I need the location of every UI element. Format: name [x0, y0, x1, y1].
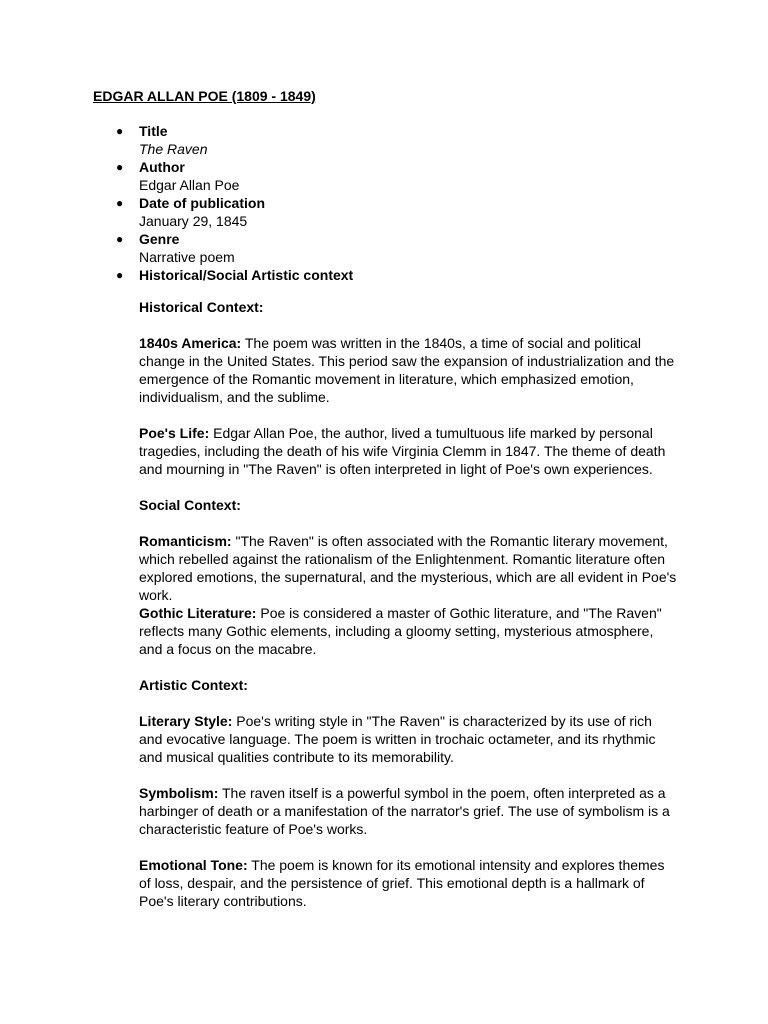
meta-label: Title	[139, 123, 168, 139]
meta-value: Edgar Allan Poe	[139, 177, 240, 193]
meta-item-author	[93, 158, 693, 194]
meta-value: Narrative poem	[139, 249, 235, 265]
paragraph-1840s-america	[139, 334, 679, 406]
paragraph-text: "The Raven" is often associated with the Romantic literary movement, which rebelled against the rationalism of the Enlightenment. Romantic literature often explored emotions, the supernatural, and the mysterious, which are all evident in Poe's work.	[139, 533, 677, 603]
paragraph-text: The poem was written in the 1840s, a time of social and political change in the United States. This period saw the expansion of industrialization and the emergence of the Romantic movement in literature, which emphasized emotion, individualism, and the sublime.	[139, 335, 675, 405]
paragraph-lead: Poe's Life:	[139, 425, 210, 441]
paragraph-lead: Literary Style:	[139, 713, 233, 729]
meta-label: Author	[139, 159, 185, 175]
meta-value: The Raven	[139, 141, 208, 157]
bullet-icon: ●	[116, 268, 124, 282]
meta-label: Date of publication	[139, 195, 265, 211]
paragraph-text: The raven itself is a powerful symbol in the poem, often interpreted as a harbinger of death or a manifestation of the narrator's grief. The use of symbolism is a characteristic feature of Poe's works.	[139, 785, 670, 837]
paragraph-lead: Symbolism:	[139, 785, 219, 801]
paragraph-poes-life	[139, 424, 679, 478]
meta-item-genre	[93, 230, 693, 266]
paragraph-text: The poem is known for its emotional intensity and explores themes of loss, despair, and the persistence of grief. This emotional depth is a hallmark of Poe's literary contributions.	[139, 857, 665, 909]
paragraph-symbolism	[139, 784, 679, 838]
paragraph-literary-style	[139, 712, 679, 766]
paragraph-gothic-literature	[139, 604, 679, 658]
paragraph-lead: Emotional Tone:	[139, 857, 248, 873]
paragraph-text: Edgar Allan Poe, the author, lived a tumultuous life marked by personal tragedies, including the death of his wife Virginia Clemm in 1847. The theme of death and mourning in "The Raven" is often interpreted in light of Poe's own experiences.	[139, 425, 666, 477]
paragraph-text: Poe is considered a master of Gothic literature, and "The Raven" reflects many Gothic elements, including a gloomy setting, mysterious atmosphere, and a focus on the macabre.	[139, 605, 662, 657]
bullet-icon: ●	[116, 232, 124, 246]
paragraph-lead: 1840s America:	[139, 335, 242, 351]
paragraph-romanticism	[139, 532, 679, 604]
bullet-icon: ●	[116, 196, 124, 210]
metadata-list	[93, 122, 693, 284]
meta-value: January 29, 1845	[139, 213, 248, 229]
meta-item-context	[93, 266, 693, 284]
meta-label: Historical/Social Artistic context	[139, 267, 354, 283]
paragraph-emotional-tone	[139, 856, 679, 910]
paragraph-lead: Gothic Literature:	[139, 605, 257, 621]
meta-item-title	[93, 122, 693, 158]
context-body	[139, 298, 679, 910]
document-title: EDGAR ALLAN POE (1809 - 1849)	[93, 88, 316, 104]
paragraph-text: Poe's writing style in "The Raven" is characterized by its use of rich and evocative language. The poem is written in trochaic octameter, and its rhythmic and musical qualities contribute to its memorability.	[139, 713, 656, 765]
bullet-icon: ●	[116, 124, 124, 138]
section-heading-historical: Historical Context:	[139, 299, 264, 315]
meta-item-date	[93, 194, 693, 230]
section-heading-social: Social Context:	[139, 497, 241, 513]
meta-label: Genre	[139, 231, 180, 247]
bullet-icon: ●	[116, 160, 124, 174]
section-heading-artistic: Artistic Context:	[139, 677, 248, 693]
paragraph-lead: Romanticism:	[139, 533, 232, 549]
